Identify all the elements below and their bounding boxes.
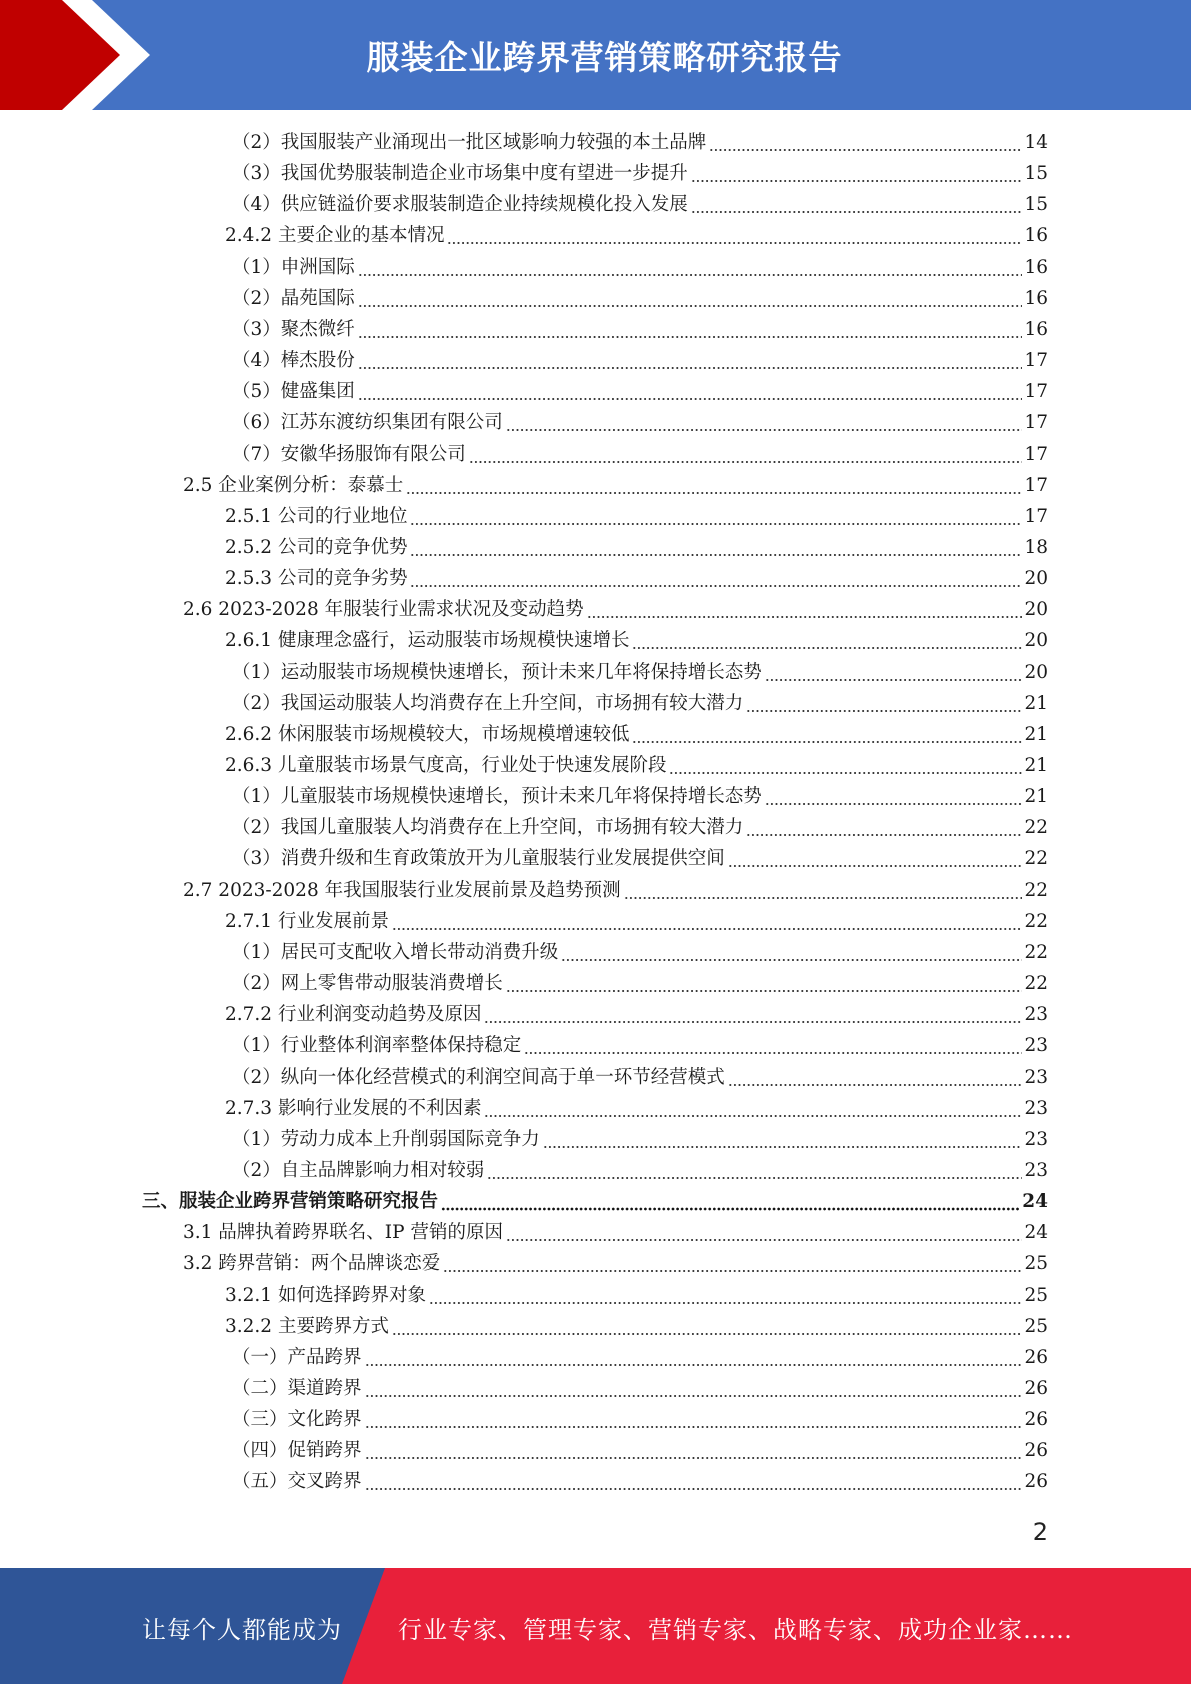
toc-entry[interactable] — [232, 376, 1048, 407]
toc-entry[interactable] — [183, 875, 1048, 906]
toc-dot-leader — [487, 1155, 1022, 1186]
toc-dot-leader — [691, 158, 1023, 189]
toc-entry-label: （4）棒杰股份 — [232, 350, 355, 371]
toc-entry[interactable] — [225, 719, 1048, 750]
toc-entry-label: （3）消费升级和生育政策放开为儿童服装行业发展提供空间 — [232, 848, 725, 869]
toc-entry[interactable] — [232, 1030, 1048, 1061]
toc-entry-page: 16 — [1024, 225, 1048, 246]
toc-dot-leader — [728, 843, 1023, 874]
toc-dot-leader — [358, 252, 1023, 283]
toc-dot-leader — [392, 1311, 1022, 1342]
toc-dot-leader — [746, 812, 1022, 843]
toc-entry-page: 20 — [1024, 568, 1048, 589]
toc-dot-leader — [691, 189, 1023, 220]
toc-entry-page: 26 — [1024, 1409, 1048, 1430]
toc-entry-page: 15 — [1024, 194, 1048, 215]
toc-entry-label: 3.2.2 主要跨界方式 — [225, 1316, 389, 1337]
toc-entry-page: 21 — [1024, 693, 1048, 714]
toc-entry-label: （2）纵向一体化经营模式的利润空间高于单一环节经营模式 — [232, 1067, 725, 1088]
toc-entry-label: （1）居民可支配收入增长带动消费升级 — [232, 942, 559, 963]
toc-entry-page: 15 — [1024, 163, 1048, 184]
toc-entry[interactable] — [225, 563, 1048, 594]
toc-entry-label: （1）劳动力成本上升削弱国际竞争力 — [232, 1129, 540, 1150]
toc-entry-page: 16 — [1024, 257, 1048, 278]
toc-entry-label: （三）文化跨界 — [232, 1409, 362, 1430]
footer-slogan-right: 行业专家、管理专家、营销专家、战略专家、成功企业家…… — [398, 1616, 1073, 1644]
toc-entry[interactable] — [232, 657, 1048, 688]
toc-entry-label: 3.2.1 如何选择跨界对象 — [225, 1285, 426, 1306]
toc-entry-page: 20 — [1024, 630, 1048, 651]
toc-entry-page: 17 — [1024, 381, 1048, 402]
toc-entry-label: （四）促销跨界 — [232, 1440, 362, 1461]
toc-entry-label: （1）运动服装市场规模快速增长，预计未来几年将保持增长态势 — [232, 662, 762, 683]
toc-entry-page: 17 — [1024, 412, 1048, 433]
toc-entry[interactable] — [225, 501, 1048, 532]
toc-entry[interactable] — [232, 688, 1048, 719]
toc-entry-page: 25 — [1024, 1285, 1048, 1306]
toc-entry-label: 2.5.2 公司的竞争优势 — [225, 537, 408, 558]
toc-dot-leader — [765, 781, 1023, 812]
toc-dot-leader — [484, 999, 1022, 1030]
toc-entry-label: 2.6.3 儿童服装市场景气度高，行业处于快速发展阶段 — [225, 755, 667, 776]
toc-dot-leader — [365, 1466, 1023, 1497]
toc-entry[interactable] — [232, 252, 1048, 283]
toc-entry-label: （2）我国运动服装人均消费存在上升空间，市场拥有较大潜力 — [232, 693, 744, 714]
toc-entry-label: 2.7.1 行业发展前景 — [225, 911, 389, 932]
toc-dot-leader — [447, 220, 1022, 251]
toc-entry-page: 16 — [1024, 319, 1048, 340]
toc-dot-leader — [587, 594, 1023, 625]
toc-entry[interactable] — [225, 1093, 1048, 1124]
toc-dot-leader — [709, 127, 1022, 158]
toc-dot-leader — [543, 1124, 1023, 1155]
toc-entry-label: （3）聚杰微纤 — [232, 319, 355, 340]
toc-entry[interactable] — [232, 345, 1048, 376]
toc-entry-label: 2.7.3 影响行业发展的不利因素 — [225, 1098, 482, 1119]
toc-entry[interactable] — [232, 1404, 1048, 1435]
toc-entry-label: 2.7 2023-2028 年我国服装行业发展前景及趋势预测 — [183, 880, 621, 901]
toc-entry[interactable] — [225, 1280, 1048, 1311]
toc-dot-leader — [410, 532, 1022, 563]
toc-entry-page: 22 — [1024, 911, 1048, 932]
toc-entry-label: （2）网上零售带动服装消费增长 — [232, 973, 503, 994]
toc-entry-page: 17 — [1024, 475, 1048, 496]
toc-entry-label: 2.5.1 公司的行业地位 — [225, 506, 408, 527]
toc-entry-label: （5）健盛集团 — [232, 381, 355, 402]
toc-entry-label: （2）自主品牌影响力相对较弱 — [232, 1160, 485, 1181]
toc-entry-page: 22 — [1024, 973, 1048, 994]
toc-dot-leader — [358, 314, 1023, 345]
toc-dot-leader — [506, 968, 1023, 999]
toc-dot-leader — [392, 906, 1022, 937]
toc-entry-page: 17 — [1024, 506, 1048, 527]
toc-entry-page: 22 — [1024, 942, 1048, 963]
toc-entry-page: 22 — [1024, 848, 1048, 869]
toc-dot-leader — [524, 1030, 1022, 1061]
toc-entry-page: 18 — [1024, 537, 1048, 558]
toc-dot-leader — [358, 283, 1023, 314]
toc-entry[interactable] — [232, 1155, 1048, 1186]
toc-dot-leader — [358, 345, 1023, 376]
toc-entry-label: 2.6 2023-2028 年服装行业需求状况及变动趋势 — [183, 599, 584, 620]
toc-entry-page: 26 — [1024, 1378, 1048, 1399]
toc-entry-page: 23 — [1024, 1035, 1048, 1056]
toc-entry[interactable] — [232, 1342, 1048, 1373]
toc-entry[interactable] — [232, 937, 1048, 968]
toc-entry-page: 22 — [1024, 880, 1048, 901]
toc-entry[interactable] — [232, 439, 1048, 470]
toc-entry[interactable] — [225, 750, 1048, 781]
toc-entry[interactable] — [232, 1124, 1048, 1155]
toc-dot-leader — [506, 1217, 1023, 1248]
toc-dot-leader — [632, 625, 1022, 656]
toc-dot-leader — [429, 1280, 1022, 1311]
toc-entry[interactable] — [225, 906, 1048, 937]
toc-entry[interactable] — [232, 283, 1048, 314]
toc-entry-page: 23 — [1024, 1004, 1048, 1025]
toc-entry[interactable] — [232, 1435, 1048, 1466]
toc-entry[interactable] — [183, 470, 1048, 501]
toc-entry-page: 25 — [1024, 1253, 1048, 1274]
toc-dot-leader — [365, 1342, 1023, 1373]
toc-dot-leader — [765, 657, 1023, 688]
toc-dot-leader — [728, 1062, 1023, 1093]
toc-dot-leader — [365, 1373, 1023, 1404]
toc-entry[interactable] — [232, 1062, 1048, 1093]
toc-entry[interactable] — [232, 314, 1048, 345]
toc-dot-leader — [410, 563, 1022, 594]
toc-entry[interactable] — [225, 999, 1048, 1030]
toc-entry-label: （6）江苏东渡纺织集团有限公司 — [232, 412, 503, 433]
toc-entry[interactable] — [232, 812, 1048, 843]
toc-entry-page: 23 — [1024, 1160, 1048, 1181]
toc-entry-page: 20 — [1024, 662, 1048, 683]
toc-entry-page: 25 — [1024, 1316, 1048, 1337]
toc-entry-label: （1）申洲国际 — [232, 257, 355, 278]
toc-entry-label: （4）供应链溢价要求服装制造企业持续规模化投入发展 — [232, 194, 688, 215]
toc-dot-leader — [365, 1435, 1023, 1466]
toc-entry-page: 23 — [1024, 1098, 1048, 1119]
toc-entry-label: （二）渠道跨界 — [232, 1378, 362, 1399]
toc-entry-page: 24 — [1024, 1222, 1048, 1243]
toc-dot-leader — [506, 407, 1023, 438]
toc-entry-page: 26 — [1024, 1471, 1048, 1492]
toc-dot-leader — [746, 688, 1022, 719]
toc-entry-label: （2）我国儿童服装人均消费存在上升空间，市场拥有较大潜力 — [232, 817, 744, 838]
page-header — [0, 0, 1191, 110]
toc-entry[interactable] — [225, 1311, 1048, 1342]
footer-slogan-left: 让每个人都能成为 — [142, 1616, 342, 1644]
toc-entry-page: 21 — [1024, 786, 1048, 807]
toc-entry[interactable] — [183, 1248, 1048, 1279]
toc-dot-leader — [632, 719, 1022, 750]
toc-dot-leader — [669, 750, 1022, 781]
toc-entry-label: （7）安徽华扬服饰有限公司 — [232, 444, 466, 465]
toc-entry[interactable] — [225, 625, 1048, 656]
toc-dot-leader — [441, 1186, 1020, 1217]
toc-entry-page: 14 — [1024, 132, 1048, 153]
toc-entry-label: 三、服装企业跨界营销策略研究报告 — [142, 1191, 439, 1212]
toc-entry-page: 17 — [1024, 444, 1048, 465]
toc-entry-label: （一）产品跨界 — [232, 1347, 362, 1368]
toc-dot-leader — [365, 1404, 1023, 1435]
toc-dot-leader — [484, 1093, 1022, 1124]
toc-entry[interactable] — [232, 158, 1048, 189]
toc-dot-leader — [443, 1248, 1022, 1279]
toc-entry-page: 23 — [1024, 1067, 1048, 1088]
toc-entry[interactable] — [232, 781, 1048, 812]
toc-entry-page: 22 — [1024, 817, 1048, 838]
toc-entry[interactable] — [225, 220, 1048, 251]
toc-entry-label: （五）交叉跨界 — [232, 1471, 362, 1492]
toc-entry-label: 3.1 品牌执着跨界联名、IP 营销的原因 — [183, 1222, 503, 1243]
toc-entry[interactable] — [232, 407, 1048, 438]
toc-dot-leader — [624, 875, 1023, 906]
toc-entry-label: （2）我国服装产业涌现出一批区域影响力较强的本土品牌 — [232, 132, 707, 153]
toc-entry-page: 24 — [1022, 1191, 1048, 1212]
toc-entry-label: （1）儿童服装市场规模快速增长，预计未来几年将保持增长态势 — [232, 786, 762, 807]
toc-entry[interactable] — [225, 532, 1048, 563]
toc-entry-label: 2.5.3 公司的竞争劣势 — [225, 568, 408, 589]
toc-entry-page: 17 — [1024, 350, 1048, 371]
toc-entry-page: 26 — [1024, 1347, 1048, 1368]
toc-entry[interactable] — [232, 189, 1048, 220]
toc-entry-label: 2.4.2 主要企业的基本情况 — [225, 225, 445, 246]
toc-entry[interactable] — [232, 1466, 1048, 1497]
toc-entry-page: 23 — [1024, 1129, 1048, 1150]
toc-entry[interactable] — [183, 594, 1048, 625]
toc-entry[interactable] — [232, 843, 1048, 874]
toc-entry[interactable] — [232, 1373, 1048, 1404]
toc-entry-label: 2.6.2 休闲服装市场规模较大，市场规模增速较低 — [225, 724, 630, 745]
toc-dot-leader — [561, 937, 1022, 968]
toc-entry-label: 3.2 跨界营销：两个品牌谈恋爱 — [183, 1253, 441, 1274]
toc-entry-page: 20 — [1024, 599, 1048, 620]
toc-dot-leader — [358, 376, 1023, 407]
toc-entry-label: （2）晶苑国际 — [232, 288, 355, 309]
toc-entry-label: （1）行业整体利润率整体保持稳定 — [232, 1035, 522, 1056]
toc-dot-leader — [410, 501, 1022, 532]
page-number: 2 — [1032, 1518, 1048, 1546]
toc-entry-label: （3）我国优势服装制造企业市场集中度有望进一步提升 — [232, 163, 688, 184]
header-title: 服装企业跨界营销策略研究报告 — [366, 37, 843, 77]
toc-entry-page: 21 — [1024, 755, 1048, 776]
toc-dot-leader — [469, 439, 1023, 470]
toc-entry[interactable] — [142, 1186, 1048, 1217]
toc-entry[interactable] — [232, 127, 1048, 158]
toc-entry-page: 21 — [1024, 724, 1048, 745]
toc-entry[interactable] — [232, 968, 1048, 999]
toc-dot-leader — [406, 470, 1022, 501]
toc-entry[interactable] — [183, 1217, 1048, 1248]
toc-entry-page: 26 — [1024, 1440, 1048, 1461]
toc-entry-label: 2.7.2 行业利润变动趋势及原因 — [225, 1004, 482, 1025]
toc-entry-label: 2.6.1 健康理念盛行，运动服装市场规模快速增长 — [225, 630, 630, 651]
toc-entry-label: 2.5 企业案例分析：泰慕士 — [183, 475, 404, 496]
toc-entry-page: 16 — [1024, 288, 1048, 309]
